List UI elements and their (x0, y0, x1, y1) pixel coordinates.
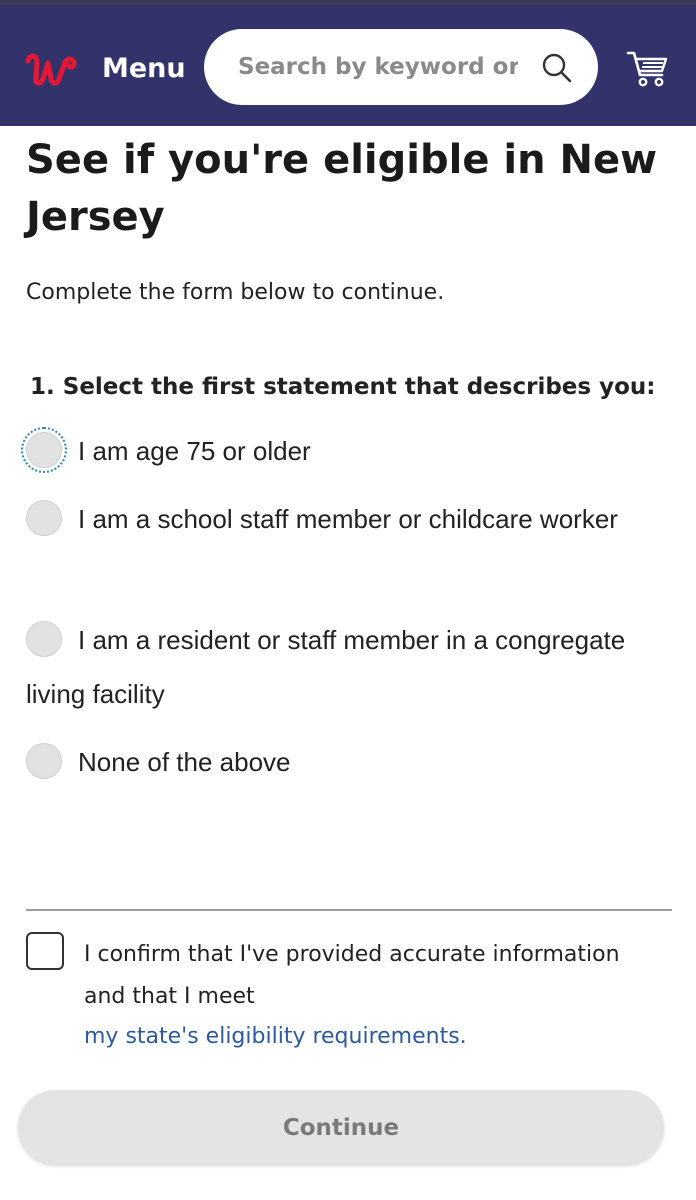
eligibility-requirements-link[interactable]: my state's eligibility requirements. (84, 1024, 467, 1049)
radio-option-label: None of the above (78, 747, 291, 777)
menu-button[interactable]: Menu (102, 53, 186, 84)
cart-icon[interactable] (626, 49, 670, 89)
radio-button[interactable] (26, 432, 62, 468)
question-label: 1. Select the first statement that describes you: (30, 374, 656, 400)
walgreens-logo-icon[interactable] (24, 49, 78, 91)
radio-button[interactable] (26, 500, 62, 536)
continue-button[interactable]: Continue (18, 1090, 664, 1164)
radio-option-label: I am a school staff member or childcare worker (78, 504, 618, 534)
confirm-text: I confirm that I've provided accurate information and that I meet (84, 942, 620, 1009)
radio-option-label: I am a resident or staff member in a congregate living facility (26, 625, 626, 709)
divider (26, 909, 672, 911)
radio-button[interactable] (26, 621, 62, 657)
site-header (0, 5, 696, 126)
search-icon[interactable] (541, 52, 573, 84)
search-input[interactable] (238, 29, 518, 105)
confirm-checkbox[interactable] (26, 932, 64, 970)
radio-option-congregate-living[interactable] (26, 613, 666, 721)
page-subtitle: Complete the form below to continue. (26, 280, 445, 305)
radio-button[interactable] (26, 743, 62, 779)
search-bar (204, 29, 598, 105)
radio-option-none[interactable] (26, 735, 666, 789)
radio-option-age-75[interactable] (26, 424, 666, 478)
radio-option-school-staff[interactable] (26, 492, 666, 546)
radio-option-label: I am age 75 or older (78, 436, 311, 466)
page-title: See if you're eligible in New Jersey (26, 137, 658, 240)
